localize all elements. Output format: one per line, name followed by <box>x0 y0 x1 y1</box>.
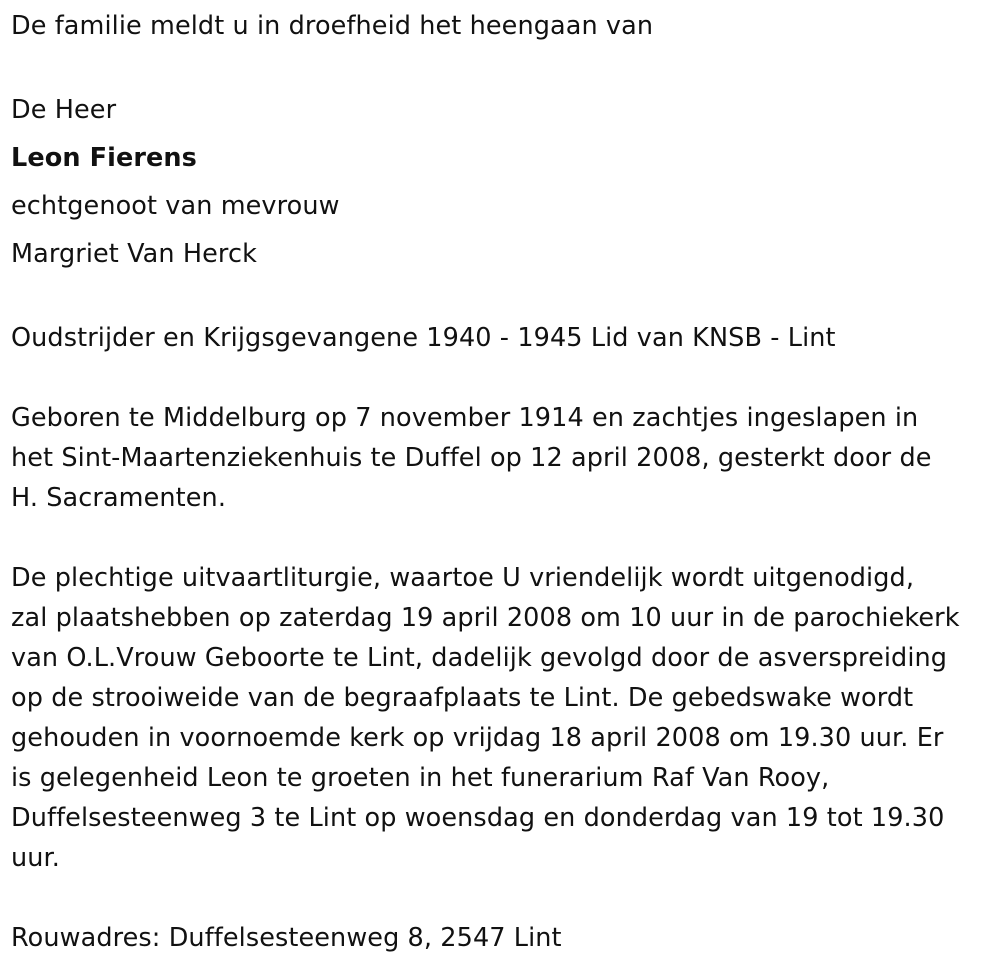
spacer <box>11 358 1000 398</box>
paragraph-line: is gelegenheid Leon te groeten in het funerarium Raf Van Rooy, <box>11 763 830 793</box>
membership-text: Oudstrijder en Krijgsgevangene 1940 - 1945 Lid van KNSB - Lint <box>11 323 836 353</box>
paragraph-line: van O.L.Vrouw Geboorte te Lint, dadelijk gevolgd door de asverspreiding <box>11 643 948 673</box>
paragraph-line: De plechtige uitvaartliturgie, waartoe U vriendelijk wordt uitgenodigd, <box>11 563 915 593</box>
intro-text: De familie meldt u in droefheid het heengaan van <box>11 11 654 41</box>
paragraph-line: gehouden in voornoemde kerk op vrijdag 18 april 2008 om 19.30 uur. Er <box>11 723 944 753</box>
paragraph-line: op de strooiweide van de begraafplaats te Lint. De gebedswake wordt <box>11 683 914 713</box>
mourning-address: Rouwadres: Duffelsesteenweg 8, 2547 Lint <box>11 923 562 953</box>
spacer <box>11 518 1000 558</box>
paragraph-line: H. Sacramenten. <box>11 483 227 513</box>
paragraph-line: Duffelsesteenweg 3 te Lint op woensdag en donderdag van 19 tot 19.30 <box>11 803 945 833</box>
person-name: Leon Fierens <box>11 143 197 173</box>
spacer <box>11 878 1000 918</box>
person-relation: echtgenoot van mevrouw <box>11 191 340 221</box>
person-block <box>11 86 1000 278</box>
paragraph-line: het Sint-Maartenziekenhuis te Duffel op 12 april 2008, gesterkt door de <box>11 443 932 473</box>
person-title: De Heer <box>11 95 117 125</box>
paragraph-line: uur. <box>11 843 60 873</box>
spacer <box>11 278 1000 318</box>
spouse-name: Margriet Van Herck <box>11 239 257 269</box>
paragraph-line: Geboren te Middelburg op 7 november 1914 en zachtjes ingeslapen in <box>11 403 919 433</box>
paragraph-line: zal plaatshebben op zaterdag 19 april 2008 om 10 uur in de parochiekerk <box>11 603 960 633</box>
birth-death-paragraph <box>11 398 1000 518</box>
spacer <box>11 46 1000 86</box>
ceremony-paragraph <box>11 558 1000 878</box>
